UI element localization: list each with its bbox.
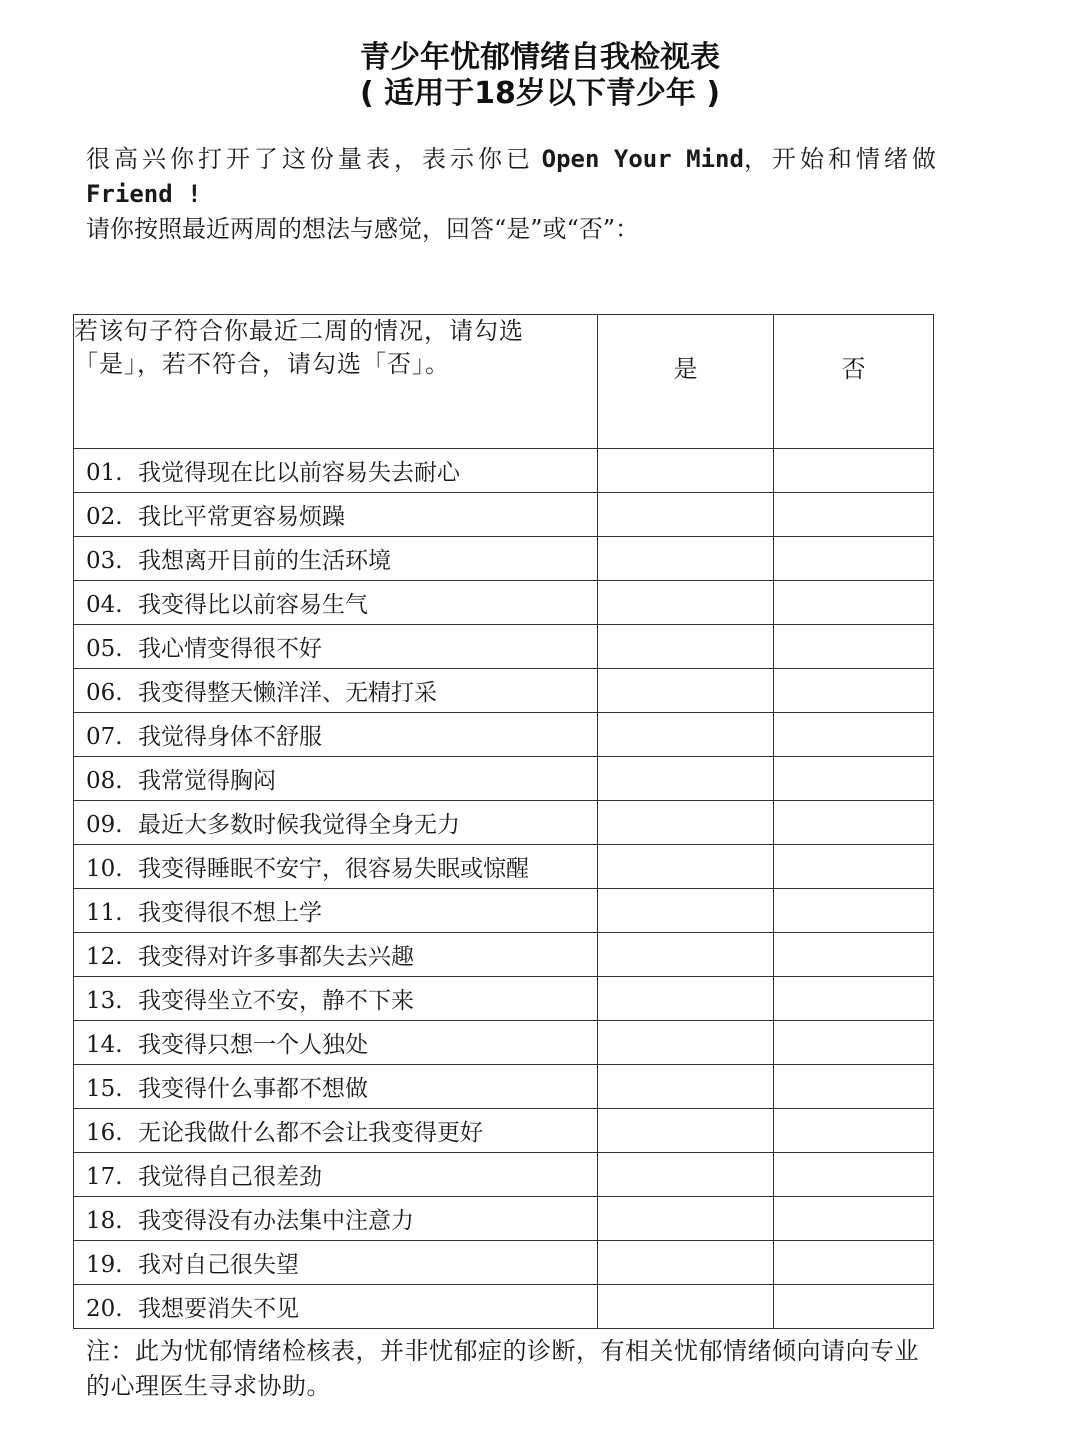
item-number: 14. <box>86 1032 123 1058</box>
title-line-1: 青少年忧郁情绪自我检视表 <box>360 40 720 75</box>
yes-checkbox-cell[interactable] <box>598 1065 774 1109</box>
item-statement <box>74 581 598 625</box>
no-checkbox-cell[interactable] <box>774 889 934 933</box>
item-number: 07. <box>86 724 123 750</box>
item-text: 我变得只想一个人独处 <box>138 1032 368 1058</box>
yes-checkbox-cell[interactable] <box>598 1285 774 1329</box>
no-checkbox-cell[interactable] <box>774 669 934 713</box>
item-statement <box>74 1197 598 1241</box>
item-text: 我对自己很失望 <box>138 1252 299 1278</box>
item-text: 最近大多数时候我觉得全身无力 <box>138 812 460 838</box>
item-statement <box>74 801 598 845</box>
item-statement <box>74 1153 598 1197</box>
footnote <box>86 1334 996 1404</box>
no-checkbox-cell[interactable] <box>774 1197 934 1241</box>
item-statement <box>74 1241 598 1285</box>
item-text: 我觉得自己很差劲 <box>138 1164 322 1190</box>
item-number: 19. <box>86 1252 123 1278</box>
item-text: 我变得什么事都不想做 <box>138 1076 368 1102</box>
item-number: 09. <box>86 812 123 838</box>
intro-paragraph <box>86 142 996 247</box>
item-text: 我变得对许多事都失去兴趣 <box>138 944 414 970</box>
item-statement <box>74 933 598 977</box>
no-checkbox-cell[interactable] <box>774 625 934 669</box>
no-checkbox-cell[interactable] <box>774 537 934 581</box>
table-row <box>74 1285 934 1329</box>
item-number: 13. <box>86 988 123 1014</box>
no-checkbox-cell[interactable] <box>774 1153 934 1197</box>
item-text: 我变得比以前容易生气 <box>138 592 368 618</box>
item-number: 03. <box>86 548 123 574</box>
yes-checkbox-cell[interactable] <box>598 537 774 581</box>
table-row <box>74 757 934 801</box>
item-text: 我觉得现在比以前容易失去耐心 <box>138 460 460 486</box>
yes-checkbox-cell[interactable] <box>598 581 774 625</box>
no-checkbox-cell[interactable] <box>774 581 934 625</box>
item-statement <box>74 845 598 889</box>
yes-checkbox-cell[interactable] <box>598 801 774 845</box>
item-statement <box>74 493 598 537</box>
table-row <box>74 713 934 757</box>
yes-checkbox-cell[interactable] <box>598 845 774 889</box>
no-checkbox-cell[interactable] <box>774 713 934 757</box>
table-row <box>74 581 934 625</box>
item-text: 我心情变得很不好 <box>138 636 322 662</box>
yes-checkbox-cell[interactable] <box>598 1153 774 1197</box>
yes-checkbox-cell[interactable] <box>598 1197 774 1241</box>
table-row <box>74 801 934 845</box>
table-row <box>74 1153 934 1197</box>
intro-line-2: Friend ! <box>86 180 202 208</box>
no-checkbox-cell[interactable] <box>774 1285 934 1329</box>
item-text: 我变得整天懒洋洋、无精打采 <box>138 680 437 706</box>
yes-checkbox-cell[interactable] <box>598 977 774 1021</box>
no-checkbox-cell[interactable] <box>774 801 934 845</box>
no-checkbox-cell[interactable] <box>774 933 934 977</box>
item-statement <box>74 1065 598 1109</box>
header-instruction: 若该句子符合你最近二周的情况，请勾选 「是」，若不符合，请勾选「否」。 <box>74 315 598 449</box>
table-row <box>74 537 934 581</box>
yes-checkbox-cell[interactable] <box>598 1109 774 1153</box>
table-row <box>74 625 934 669</box>
no-checkbox-cell[interactable] <box>774 493 934 537</box>
item-number: 18. <box>86 1208 123 1234</box>
item-number: 10. <box>86 856 123 882</box>
item-statement <box>74 757 598 801</box>
item-statement <box>74 669 598 713</box>
item-text: 我变得没有办法集中注意力 <box>138 1208 414 1234</box>
yes-checkbox-cell[interactable] <box>598 713 774 757</box>
table-row <box>74 1241 934 1285</box>
yes-checkbox-cell[interactable] <box>598 493 774 537</box>
item-statement <box>74 1285 598 1329</box>
table-row <box>74 1109 934 1153</box>
yes-checkbox-cell[interactable] <box>598 1241 774 1285</box>
item-number: 04. <box>86 592 123 618</box>
intro-line-1: 很高兴你打开了这份量表，表示你已 Open Your Mind，开始和情绪做 <box>86 145 940 173</box>
yes-checkbox-cell[interactable] <box>598 449 774 493</box>
yes-checkbox-cell[interactable] <box>598 933 774 977</box>
item-number: 17. <box>86 1164 123 1190</box>
no-checkbox-cell[interactable] <box>774 1241 934 1285</box>
item-number: 06. <box>86 680 123 706</box>
no-checkbox-cell[interactable] <box>774 1065 934 1109</box>
yes-checkbox-cell[interactable] <box>598 1021 774 1065</box>
item-number: 08. <box>86 768 123 794</box>
item-number: 02. <box>86 504 123 530</box>
item-statement <box>74 977 598 1021</box>
title-line-2: ( 适用于18岁以下青少年 ) <box>359 76 721 111</box>
table-row <box>74 493 934 537</box>
item-text: 我变得睡眠不安宁，很容易失眠或惊醒 <box>138 856 529 882</box>
item-text: 我觉得身体不舒服 <box>138 724 322 750</box>
table-row <box>74 977 934 1021</box>
yes-checkbox-cell[interactable] <box>598 669 774 713</box>
item-statement <box>74 713 598 757</box>
item-number: 16. <box>86 1120 123 1146</box>
table-row <box>74 1065 934 1109</box>
item-text: 我想离开目前的生活环境 <box>138 548 391 574</box>
item-text: 无论我做什么都不会让我变得更好 <box>138 1120 483 1146</box>
item-number: 05. <box>86 636 123 662</box>
item-number: 15. <box>86 1076 123 1102</box>
page-title <box>0 40 1080 112</box>
item-text: 我比平常更容易烦躁 <box>138 504 345 530</box>
yes-checkbox-cell[interactable] <box>598 625 774 669</box>
table-row <box>74 1021 934 1065</box>
item-statement <box>74 625 598 669</box>
item-statement <box>74 1021 598 1065</box>
table-header-row <box>74 315 934 449</box>
table-row <box>74 845 934 889</box>
no-checkbox-cell[interactable] <box>774 1021 934 1065</box>
no-checkbox-cell[interactable] <box>774 757 934 801</box>
item-number: 20. <box>86 1296 123 1322</box>
item-statement <box>74 449 598 493</box>
yes-checkbox-cell[interactable] <box>598 757 774 801</box>
no-checkbox-cell[interactable] <box>774 845 934 889</box>
item-statement <box>74 537 598 581</box>
table-row <box>74 669 934 713</box>
table-row <box>74 1197 934 1241</box>
header-yes: 是 <box>598 315 774 449</box>
no-checkbox-cell[interactable] <box>774 449 934 493</box>
table-row <box>74 449 934 493</box>
table-row <box>74 889 934 933</box>
no-checkbox-cell[interactable] <box>774 977 934 1021</box>
item-number: 11. <box>86 900 123 926</box>
item-text: 我想要消失不见 <box>138 1296 299 1322</box>
header-no: 否 <box>774 315 934 449</box>
item-statement <box>74 1109 598 1153</box>
item-text: 我变得很不想上学 <box>138 900 322 926</box>
survey-table <box>73 314 934 1329</box>
item-text: 我常觉得胸闷 <box>138 768 276 794</box>
table-row <box>74 933 934 977</box>
item-number: 01. <box>86 460 123 486</box>
intro-line-3: 请你按照最近两周的想法与感觉，回答“是”或“否”： <box>86 215 640 243</box>
footnote-line-2: 的心理医生寻求协助。 <box>86 1372 331 1400</box>
item-statement <box>74 889 598 933</box>
no-checkbox-cell[interactable] <box>774 1109 934 1153</box>
item-text: 我变得坐立不安，静不下来 <box>138 988 414 1014</box>
yes-checkbox-cell[interactable] <box>598 889 774 933</box>
item-number: 12. <box>86 944 123 970</box>
footnote-line-1: 注：此为忧郁情绪检核表，并非忧郁症的诊断，有相关忧郁情绪倾向请向专业 <box>86 1337 919 1365</box>
